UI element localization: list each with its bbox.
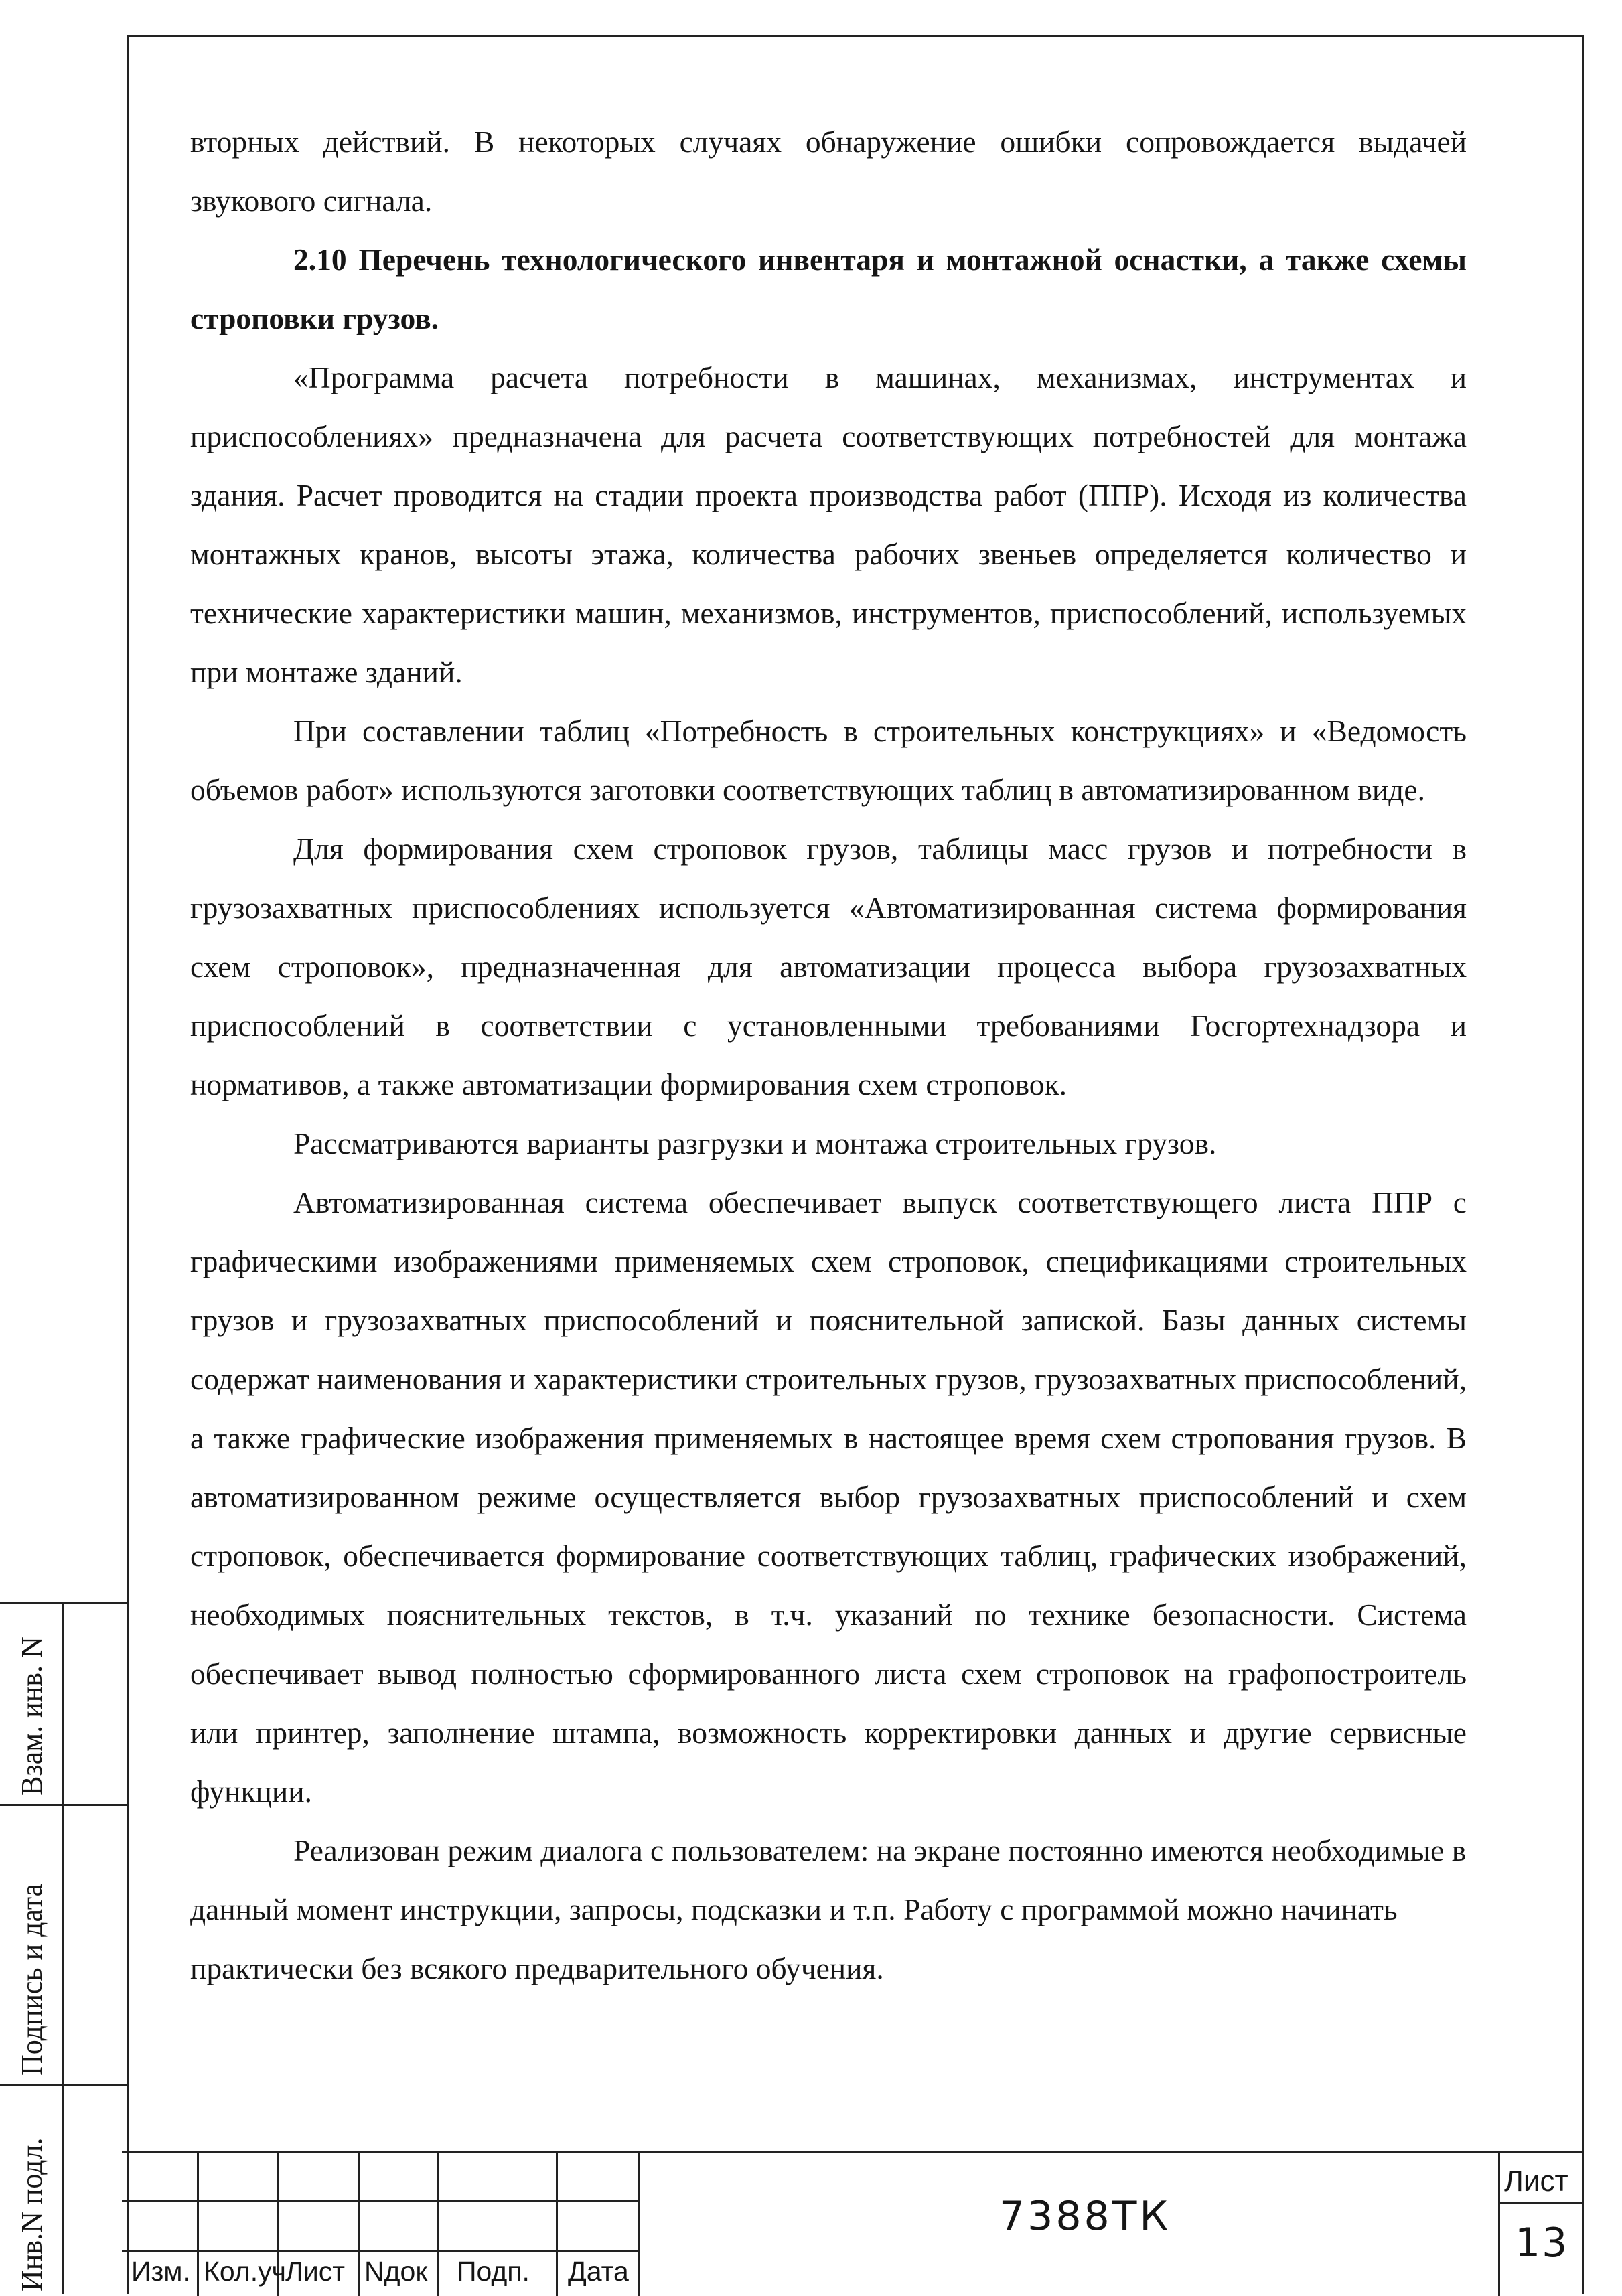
paragraph-continuation: вторных действий. В некоторых случаях обнаружение ошибки сопровождается выдачей звукового сигнала. bbox=[190, 125, 1467, 218]
paragraph: При составлении таблиц «Потребность в строительных конструкциях» и «Ведомость объемов работ» используются заготовки соответствующих таблиц в автоматизированном виде. bbox=[190, 714, 1467, 807]
col-kol-uch: Кол.уч bbox=[204, 2256, 286, 2287]
document-number: 7388ТК bbox=[999, 2193, 1171, 2240]
paragraph: Для формирования схем строповок грузов, таблицы масс грузов и потребности в грузозахватных приспособлениях используется «Автоматизированная система формирования схем строповок», предназначенная для автоматизации процесса выбора грузозахватных приспособлений в соответствии с установленными требованиями Госгортехнадзора и нормативов, а также автоматизации формирования схем строповок. bbox=[190, 832, 1467, 1101]
col-podp: Подп. bbox=[457, 2256, 530, 2287]
title-block bbox=[122, 2151, 1584, 2296]
col-ndok: Nдок bbox=[364, 2256, 428, 2287]
sheet-label: Лист bbox=[1504, 2165, 1568, 2198]
paragraph: Реализован режим диалога с пользователем: на экране постоянно имеются необходимые в данный момент инструкции, запросы, подсказки и т.п. Работу с программой можно начинать практически без всякого предварительного обучения. bbox=[190, 1833, 1467, 1985]
paragraph: Рассматриваются варианты разгрузки и монтажа строительных грузов. bbox=[293, 1126, 1217, 1160]
podpis-data-label: Подпись и дата bbox=[15, 1883, 48, 2076]
margin-stamp bbox=[0, 1602, 127, 2294]
paragraph: Автоматизированная система обеспечивает выпуск соответствующего листа ППР с графическими изображениями применяемых схем строповок, спецификациями строительных грузов и грузозахватных приспособлений и пояснительной запиской. Базы данных системы содержат наименования и характеристики строительных грузов, грузозахватных приспособлений, а также графические изображения применяемых в настоящее время схем стропования грузов. В автоматизированном режиме осуществляется выбор грузозахватных приспособлений и схем строповок, обеспечивается формирование соответствующих таблиц, графических изображений, необходимых пояснительных текстов, в т.ч. указаний по технике безопасности. Система обеспечивает вывод полностью сформированного листа схем строповок на графопостроитель или принтер, заполнение штампа, возможность корректировки данных и другие сервисные функции. bbox=[190, 1185, 1467, 1809]
sheet-number: 13 bbox=[1515, 2220, 1569, 2267]
paragraph: «Программа расчета потребности в машинах, механизмах, инструментах и приспособлениях» предназначена для расчета соответствующих потребностей для монтажа здания. Расчет проводится на стадии проекта производства работ (ППР). Исходя из количества монтажных кранов, высоты этажа, количества рабочих звеньев определяется количество и технические характеристики машин, механизмов, инструментов, приспособлений, используемых при монтаже зданий. bbox=[190, 360, 1467, 689]
vzam-inv-label: Взам. инв. N bbox=[15, 1636, 48, 1796]
section-heading: 2.10 Перечень технологического инвентаря и монтажной оснастки, а также схемы строповки грузов. bbox=[190, 242, 1467, 335]
document-body bbox=[190, 112, 1467, 1998]
col-list: Лист bbox=[285, 2256, 346, 2287]
inv-podl-label: Инв.N подл. bbox=[15, 2137, 48, 2291]
col-data: Дата bbox=[568, 2256, 629, 2287]
col-izm: Изм. bbox=[131, 2256, 190, 2287]
